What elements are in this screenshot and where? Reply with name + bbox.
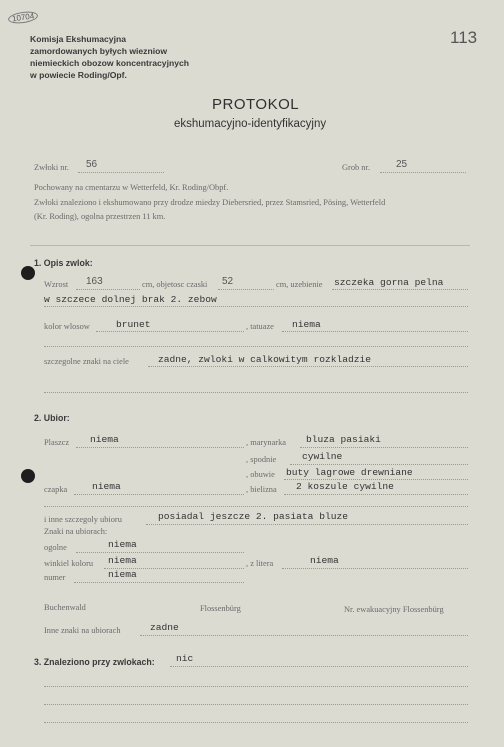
spodnie-value: cywilne bbox=[302, 451, 343, 462]
marynarka-label: , marynarka bbox=[246, 438, 286, 447]
grob-label: Grob nr. bbox=[342, 163, 370, 172]
camp-ewakuacyjny: Nr. ewakuacyjny Flossenbürg bbox=[344, 605, 444, 614]
znaki-label: szczegolne znaki na ciele bbox=[44, 357, 129, 366]
plaszcz-value: niema bbox=[90, 434, 119, 445]
wzrost-value: 163 bbox=[86, 276, 103, 287]
litera-label: , z litera bbox=[246, 559, 274, 568]
czapka-label: czapka bbox=[44, 485, 68, 494]
spodnie-label: , spodnie bbox=[246, 455, 277, 464]
header-line-3: niemieckich obozow koncentracyjnych bbox=[30, 58, 190, 68]
inne-znaki-label: Inne znaki na ubiorach bbox=[44, 626, 121, 635]
czapka-value: niema bbox=[92, 481, 121, 492]
znaki-value: zadne, zwloki w calkowitym rozkladzie bbox=[158, 354, 372, 365]
section-1-heading: 1. Opis zwlok: bbox=[34, 258, 93, 268]
obuwie-label: , obuwie bbox=[246, 470, 275, 479]
czaszka-value: 52 bbox=[222, 276, 234, 287]
ogolne-label: ogolne bbox=[44, 543, 67, 552]
inne-szczegoly-value: posiadal jeszcze 2. pasiata bluze bbox=[158, 511, 348, 522]
wlosy-label: kolor wlosow bbox=[44, 322, 90, 331]
winkiel-label: winkiel koloru bbox=[44, 559, 94, 568]
archive-stamp: 10704 bbox=[7, 10, 38, 25]
znalezione-text-2: (Kr. Roding), ogolna przestrzen 11 km. bbox=[34, 212, 166, 221]
zwloki-value: 56 bbox=[86, 159, 98, 170]
uzebienie-value: szczeka gorna pelna bbox=[334, 277, 444, 288]
section-2-heading: 2. Ubior: bbox=[34, 413, 70, 423]
marynarka-value: bluza pasiaki bbox=[306, 434, 381, 445]
tatuaze-label: , tatuaze bbox=[246, 322, 274, 331]
numer-value: niema bbox=[108, 569, 137, 580]
camp-flossenburg: Flossenbürg bbox=[200, 604, 241, 613]
uzebienie-value-2: w szczece dolnej brak 2. zebow bbox=[44, 294, 217, 305]
pochowany-text: Pochowany na cmentarzu w Wetterfeld, Kr. Roding/Obpf. bbox=[34, 183, 229, 192]
document-subtitle: ekshumacyjno-identyfikacyjny bbox=[174, 118, 327, 130]
wzrost-label: Wzrost bbox=[44, 280, 69, 289]
header-line-2: zamordowanych byłych wiezniow bbox=[30, 46, 168, 56]
winkiel-value: niema bbox=[108, 555, 137, 566]
punch-hole-top bbox=[21, 266, 35, 280]
grob-value: 25 bbox=[396, 159, 408, 170]
header-line-4: w powiecie Roding/Opf. bbox=[30, 70, 127, 80]
bielizna-label: , bielizna bbox=[246, 485, 277, 494]
inne-szczegoly-label: i inne szczegoly ubioru bbox=[44, 515, 122, 524]
camp-buchenwald: Buchenwald bbox=[44, 603, 86, 612]
punch-hole-bottom bbox=[21, 469, 35, 483]
ogolne-value: niema bbox=[108, 539, 137, 550]
obuwie-value: buty lagrowe drewniane bbox=[286, 467, 413, 478]
uzebienie-label: cm, uzebienie bbox=[276, 280, 323, 289]
znaki-ubior-label: Znaki na ubiorach: bbox=[44, 527, 108, 536]
numer-label: numer bbox=[44, 573, 66, 582]
section-3-value: nic bbox=[176, 653, 194, 664]
bielizna-value: 2 koszule cywilne bbox=[296, 481, 394, 492]
tatuaze-value: niema bbox=[292, 319, 321, 330]
wlosy-value: brunet bbox=[116, 319, 151, 330]
znalezione-text-1: Zwłoki znaleziono i ekshumowano przy drodze miedzy Diebersried, przez Stamsried, Pösing, Wetterfeld bbox=[34, 198, 386, 207]
inne-znaki-value: zadne bbox=[150, 622, 179, 633]
section-3-heading: 3. Znaleziono przy zwlokach: bbox=[34, 657, 155, 667]
header-line-1: Komisja Ekshumacyjna bbox=[30, 34, 127, 44]
zwloki-label: Zwłoki nr. bbox=[34, 163, 69, 172]
plaszcz-label: Plaszcz bbox=[44, 438, 70, 447]
document-title: PROTOKOL bbox=[212, 96, 300, 113]
page-number: 113 bbox=[450, 28, 478, 47]
litera-value: niema bbox=[310, 555, 339, 566]
objetosc-label: cm, objetosc czaski bbox=[142, 280, 208, 289]
